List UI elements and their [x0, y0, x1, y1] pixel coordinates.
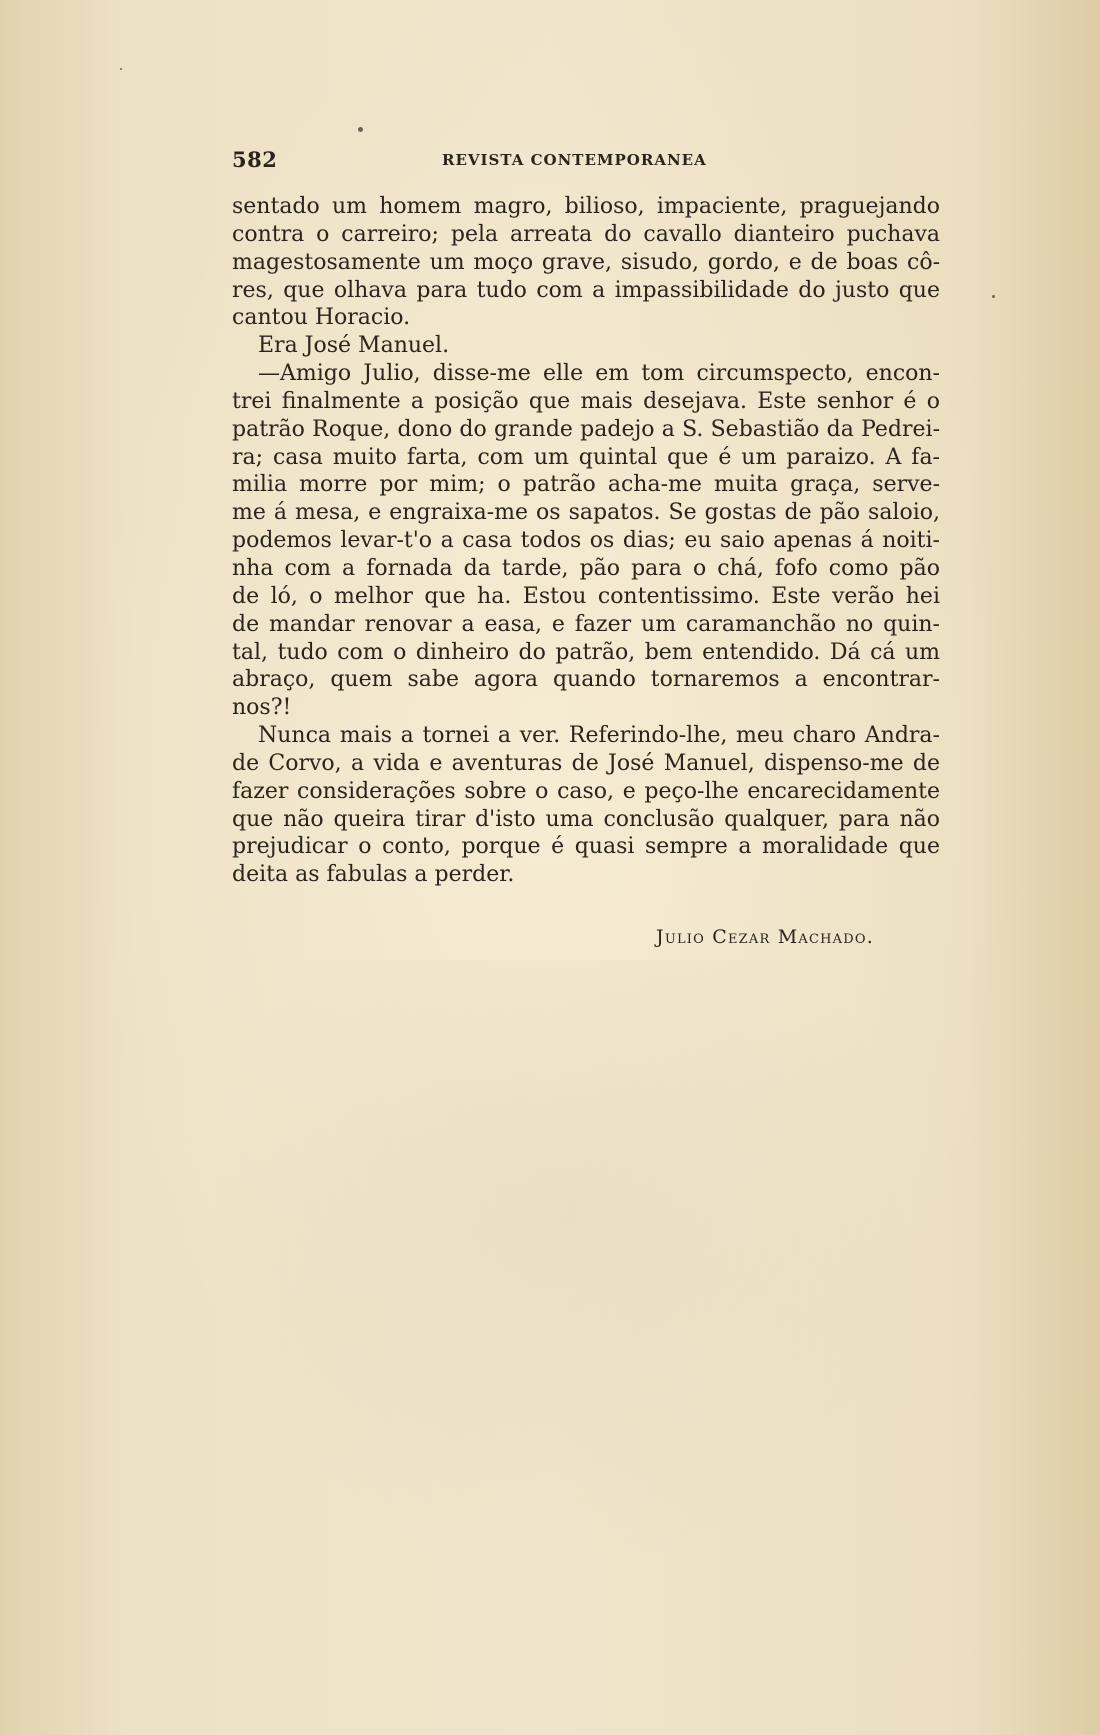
text-line: Nunca mais a tornei a ver. Referindo-lhe, meu charo Andra-	[258, 723, 940, 749]
text-line: —Amigo Julio, disse-me elle em tom circumspecto, encon-	[258, 361, 940, 387]
text-line: nos?!	[232, 695, 292, 721]
text-line: me á mesa, e engraixa-me os sapatos. Se gostas de pão saloio,	[232, 500, 940, 526]
author-signature: Julio Cezar Machado.	[656, 926, 874, 948]
journal-title: REVISTA CONTEMPORANEA	[442, 151, 707, 169]
text-line: sentado um homem magro, bilioso, impaciente, praguejando	[232, 194, 940, 219]
ink-speck	[358, 127, 363, 132]
text-line: nha com a fornada da tarde, pão para o chá, fofo como pão	[232, 555, 940, 581]
text-line: patrão Roque, dono do grande padejo a S. Sebastião da Pedrei-	[232, 416, 940, 442]
text-line: de ló, o melhor que ha. Estou contentissimo. Este verão hei	[232, 583, 940, 609]
text-line: res, que olhava para tudo com a impassibilidade do justo que	[232, 277, 940, 303]
body-text	[232, 193, 940, 889]
running-head	[232, 147, 712, 177]
show-through-texture	[200, 960, 920, 1580]
ink-speck	[992, 295, 995, 298]
text-line: cantou Horacio.	[232, 305, 411, 331]
text-line: abraço, quem sabe agora quando tornaremos a encontrar-	[232, 667, 940, 693]
page-number: 582	[232, 147, 278, 172]
text-line: ra; casa muito farta, com um quintal que é um paraizo. A fa-	[232, 444, 940, 470]
text-line: de mandar renovar a easa, e fazer um caramanchão no quin-	[232, 611, 940, 637]
text-line: trei finalmente a posição que mais desejava. Este senhor é o	[232, 388, 940, 414]
text-line: Era José Manuel.	[258, 333, 450, 359]
text-line: magestosamente um moço grave, sisudo, gordo, e de boas cô-	[232, 249, 940, 275]
text-line: que não queira tirar d'isto uma conclusão qualquer, para não	[232, 806, 940, 832]
text-line: de Corvo, a vida e aventuras de José Manuel, dispenso-me de	[232, 750, 940, 776]
ink-speck	[120, 68, 122, 70]
text-line: tal, tudo com o dinheiro do patrão, bem entendido. Dá cá um	[232, 639, 940, 665]
text-line: milia morre por mim; o patrão acha-me muita graça, serve-	[232, 472, 940, 498]
text-line: contra o carreiro; pela arreata do cavallo dianteiro puchava	[232, 221, 940, 247]
text-line: fazer considerações sobre o caso, e peço-lhe encarecidamente	[232, 778, 940, 804]
text-line: deita as fabulas a perder.	[232, 862, 515, 888]
text-line: podemos levar-t'o a casa todos os dias; eu saio apenas á noiti-	[232, 528, 940, 554]
text-line: prejudicar o conto, porque é quasi sempre a moralidade que	[232, 834, 940, 860]
